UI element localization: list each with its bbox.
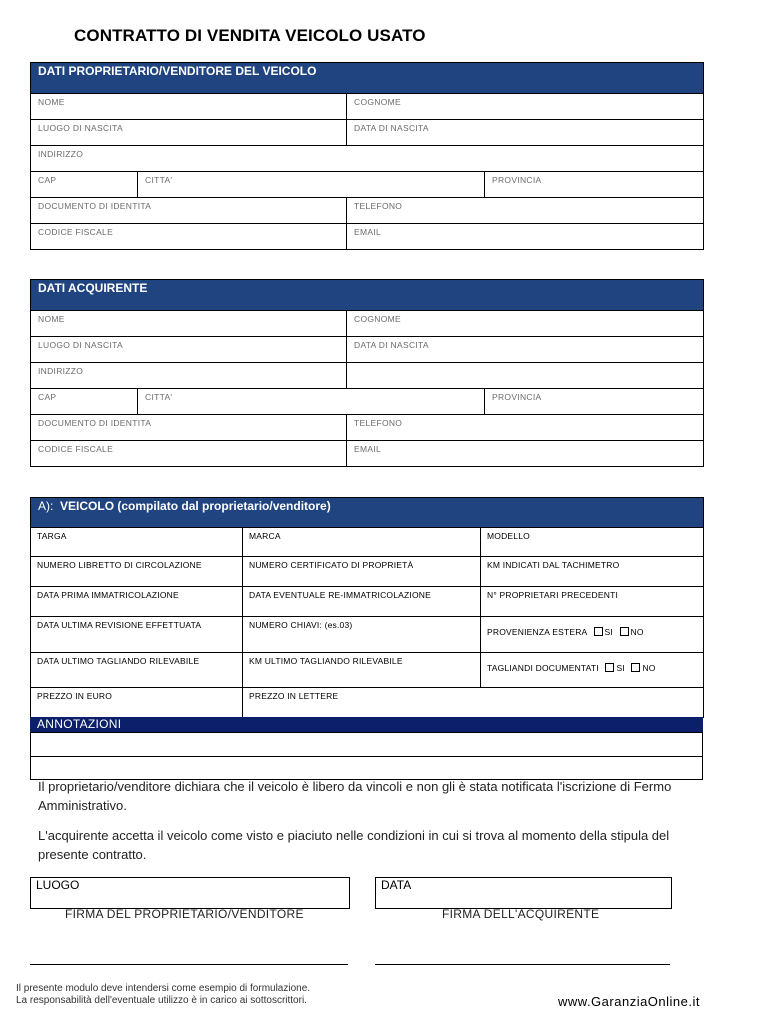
luogo-label: LUOGO (36, 878, 80, 892)
seller-documento-field[interactable] (31, 198, 347, 224)
field-label: TELEFONO (354, 201, 403, 211)
targa-field[interactable] (31, 528, 243, 557)
tagliandi-no-checkbox[interactable] (631, 663, 640, 672)
buyer-codice-fiscale-field[interactable] (31, 441, 347, 467)
vehicle-section (30, 497, 704, 718)
km-tagliando-field[interactable] (243, 653, 481, 688)
field-label: CODICE FISCALE (38, 227, 114, 237)
field-label: NOME (38, 314, 65, 324)
buyer-data-nascita-field[interactable] (347, 337, 704, 363)
field-label: CAP (38, 392, 57, 402)
field-label: KM ULTIMO TAGLIANDO RILEVABILE (249, 656, 403, 666)
si-label: SI (616, 663, 625, 673)
field-label: INDIRIZZO (38, 149, 84, 159)
field-label: TAGLIANDI DOCUMENTATI (487, 663, 599, 673)
provenienza-si-checkbox[interactable] (594, 627, 603, 636)
field-label: COGNOME (354, 97, 401, 107)
field-label: NOME (38, 97, 65, 107)
field-label: LUOGO DI NASCITA (38, 123, 123, 133)
buyer-indirizzo-extra-field[interactable] (347, 363, 704, 389)
field-label: TARGA (37, 531, 67, 541)
km-tachimetro-field[interactable] (481, 557, 704, 587)
seller-indirizzo-field[interactable] (31, 146, 704, 172)
field-label: N° PROPRIETARI PRECEDENTI (487, 590, 619, 600)
provenienza-row (481, 617, 703, 637)
field-label: DATA ULTIMO TAGLIANDO RILEVABILE (37, 656, 200, 666)
annotazioni-header (30, 717, 703, 732)
seller-cognome-field[interactable] (347, 94, 704, 120)
si-label: SI (604, 627, 613, 637)
seller-nome-field[interactable] (31, 94, 347, 120)
buyer-header: DATI ACQUIRENTE (31, 280, 704, 311)
luogo-field[interactable] (30, 877, 350, 909)
ultimo-tagliando-field[interactable] (31, 653, 243, 688)
tagliandi-si-checkbox[interactable] (605, 663, 614, 672)
seller-codice-fiscale-field[interactable] (31, 224, 347, 250)
seller-data-nascita-field[interactable] (347, 120, 704, 146)
buyer-luogo-nascita-field[interactable] (31, 337, 347, 363)
data-label: DATA (381, 878, 412, 892)
prezzo-euro-field[interactable] (31, 688, 243, 718)
prezzo-lettere-field[interactable] (243, 688, 704, 718)
footer-site-link[interactable]: www.GaranziaOnline.it (558, 994, 700, 1009)
data-field[interactable] (375, 877, 672, 909)
buyer-declaration: L'acquirente accetta il veicolo come visto e piaciuto nelle condizioni in cui si trova al momento della stipula del presente contratto. (38, 828, 670, 862)
buyer-cap-field[interactable] (31, 389, 138, 415)
field-label: DATA DI NASCITA (354, 123, 429, 133)
seller-telefono-field[interactable] (347, 198, 704, 224)
seller-section (30, 62, 704, 250)
provenienza-field (481, 617, 704, 653)
seller-luogo-nascita-field[interactable] (31, 120, 347, 146)
buyer-documento-field[interactable] (31, 415, 347, 441)
field-label: CITTA' (145, 175, 173, 185)
field-label: DATA ULTIMA REVISIONE EFFETTUATA (37, 620, 202, 630)
seller-email-field[interactable] (347, 224, 704, 250)
prima-immatricolazione-field[interactable] (31, 587, 243, 617)
annotazioni-field[interactable] (30, 732, 703, 780)
seller-cap-field[interactable] (31, 172, 138, 198)
field-label: DATA PRIMA IMMATRICOLAZIONE (37, 590, 179, 600)
libretto-field[interactable] (31, 557, 243, 587)
no-label: NO (630, 627, 644, 637)
field-label: EMAIL (354, 227, 382, 237)
vehicle-header-prefix: A): (38, 499, 54, 513)
proprietari-field[interactable] (481, 587, 704, 617)
field-label: PREZZO IN EURO (37, 691, 113, 701)
seller-provincia-field[interactable] (485, 172, 704, 198)
field-label: INDIRIZZO (38, 366, 84, 376)
firma-venditore-line[interactable] (30, 964, 348, 965)
seller-header: DATI PROPRIETARIO/VENDITORE DEL VEICOLO (31, 63, 704, 94)
buyer-indirizzo-field[interactable] (31, 363, 347, 389)
field-label: DOCUMENTO DI IDENTITA (38, 201, 152, 211)
firma-acquirente-line[interactable] (375, 964, 670, 965)
buyer-nome-field[interactable] (31, 311, 347, 337)
field-label: PROVINCIA (492, 392, 542, 402)
field-label: CITTA' (145, 392, 173, 402)
firma-venditore-label: FIRMA DEL PROPRIETARIO/VENDITORE (65, 907, 304, 921)
certificato-field[interactable] (243, 557, 481, 587)
footer-line-2: La responsabilità dell'eventuale utilizzo è in carico ai sottoscrittori. (16, 995, 307, 1006)
buyer-citta-field[interactable] (138, 389, 485, 415)
field-label: NUMERO LIBRETTO DI CIRCOLAZIONE (37, 560, 202, 570)
field-label: PREZZO IN LETTERE (249, 691, 339, 701)
field-label: CODICE FISCALE (38, 444, 114, 454)
buyer-section (30, 279, 704, 467)
tagliandi-row (481, 653, 703, 673)
buyer-provincia-field[interactable] (485, 389, 704, 415)
field-label: EMAIL (354, 444, 382, 454)
field-label: LUOGO DI NASCITA (38, 340, 123, 350)
field-label: PROVENIENZA ESTERA (487, 627, 587, 637)
vehicle-header-title: VEICOLO (compilato dal proprietario/venditore) (60, 499, 331, 513)
no-label: NO (642, 663, 656, 673)
field-label: MARCA (249, 531, 281, 541)
modello-field[interactable] (481, 528, 704, 557)
field-label: COGNOME (354, 314, 401, 324)
re-immatricolazione-field[interactable] (243, 587, 481, 617)
marca-field[interactable] (243, 528, 481, 557)
footer-line-1: Il presente modulo deve intendersi come esempio di formulazione. (16, 983, 311, 994)
annotazioni-label: ANNOTAZIONI (37, 717, 122, 731)
field-label: DATA DI NASCITA (354, 340, 429, 350)
ultima-revisione-field[interactable] (31, 617, 243, 653)
seller-declaration: Il proprietario/venditore dichiara che il veicolo è libero da vincoli e non gli è stata notificata l'iscrizione di Fermo Amministrativo. (38, 779, 672, 813)
field-label: DOCUMENTO DI IDENTITA (38, 418, 152, 428)
buyer-email-field[interactable] (347, 441, 704, 467)
field-label: CAP (38, 175, 57, 185)
footer-disclaimer (16, 983, 310, 1007)
field-label: NUMERO CHIAVI: (es.03) (249, 620, 353, 630)
buyer-telefono-field[interactable] (347, 415, 704, 441)
buyer-cognome-field[interactable] (347, 311, 704, 337)
field-label: MODELLO (487, 531, 530, 541)
vehicle-header (31, 498, 704, 528)
seller-citta-field[interactable] (138, 172, 485, 198)
field-label: DATA EVENTUALE RE-IMMATRICOLAZIONE (249, 590, 432, 600)
provenienza-no-checkbox[interactable] (620, 627, 629, 636)
firma-acquirente-label: FIRMA DELL'ACQUIRENTE (442, 907, 600, 921)
field-label: NUMERO CERTIFICATO DI PROPRIETÀ (249, 560, 414, 570)
tagliandi-field (481, 653, 704, 688)
field-label: PROVINCIA (492, 175, 542, 185)
annotazioni-divider (31, 756, 702, 757)
field-label: KM INDICATI DAL TACHIMETRO (487, 560, 620, 570)
page-title: CONTRATTO DI VENDITA VEICOLO USATO (74, 26, 426, 45)
field-label: TELEFONO (354, 418, 403, 428)
chiavi-field[interactable] (243, 617, 481, 653)
